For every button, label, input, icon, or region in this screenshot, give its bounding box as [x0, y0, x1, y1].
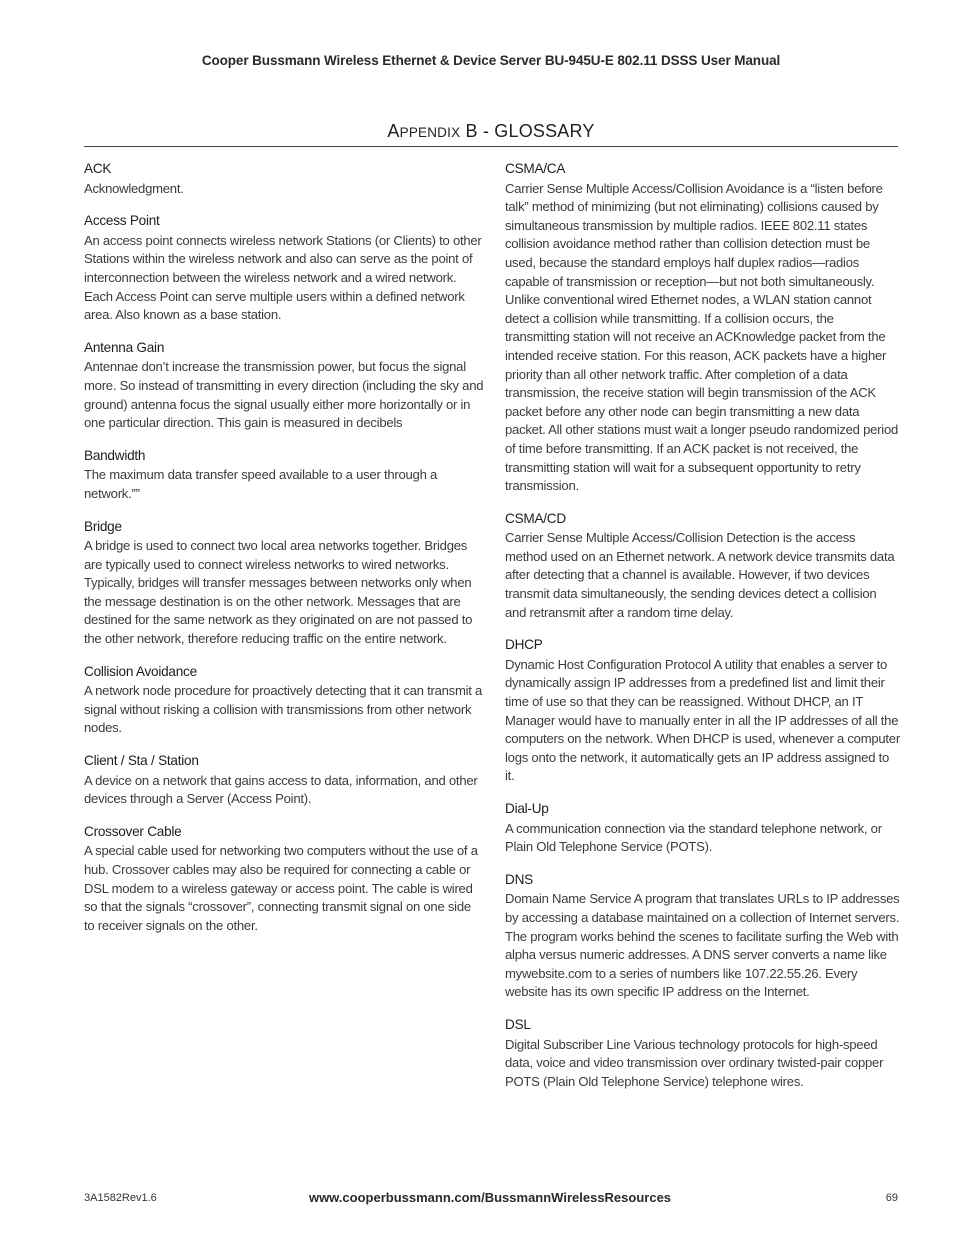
glossary-term: CSMA/CA	[505, 161, 566, 176]
glossary-term: DHCP	[505, 637, 543, 653]
glossary-definition: Dynamic Host Configuration Protocol A utility that enables a server to dynamically assign IP addresses from a predefined list and limit their time of use so that they can be reassigned. Without DHCP, an IT Manager would have to manually enter in all the IP addresses of all the computers on the network. When DHCP is used, whenever a computer logs onto the network, it automatically gets an IP address assigned to it.	[505, 656, 900, 784]
glossary-term: Crossover Cable	[84, 823, 182, 839]
glossary-definition: An access point connects wireless network Stations (or Clients) to other Stations within the wireless network and also can serve as the point of interconnection between the wireless network and a wired network. Each Access Point can serve multiple users within a defined network area. Also known as a base station.	[84, 232, 482, 323]
glossary-entry	[505, 160, 900, 496]
document-revision: 3A1582Rev1.6	[84, 1192, 157, 1204]
glossary-term: Bandwidth	[84, 447, 146, 463]
glossary-term: Client / Sta / Station	[84, 753, 199, 769]
glossary-term: DSL	[505, 1016, 531, 1032]
footer-url-link[interactable]: www.cooperbussmann.com/BussmannWirelessResources	[308, 1190, 672, 1205]
section-title-smallcaps: PPENDIX	[399, 125, 461, 140]
glossary-entry	[84, 160, 484, 198]
glossary-definition: A communication connection via the standard telephone network, or Plain Old Telephone Service (POTS).	[505, 820, 882, 855]
glossary-entry	[84, 823, 484, 936]
section-title	[84, 121, 898, 142]
section-title-rest: B - GLOSSARY	[460, 121, 595, 141]
glossary-entry	[84, 212, 484, 325]
title-divider	[84, 146, 898, 147]
glossary-definition: Domain Name Service A program that translates URLs to IP addresses by accessing a database maintained on a collection of Internet servers. The program works behind the scenes to facilitate surfing the Web with alpha versus numeric addresses. A DNS server converts a name like mywebsite.com to a series of numbers like 107.22.55.26. Every website has its own specific IP address on the Internet.	[505, 891, 900, 1000]
glossary-entry	[505, 1016, 900, 1091]
glossary-term: Collision Avoidance	[84, 663, 197, 679]
glossary-entry	[505, 871, 900, 1002]
glossary-entry	[84, 518, 484, 649]
glossary-definition: Carrier Sense Multiple Access/Collision Detection is the access method used on an Ethernet network. A network device transmits data after detecting that a channel is available. However, if two devices transmit data simultaneously, the sending devices detect a collision and retransmit after a random time delay.	[505, 530, 895, 620]
glossary-right-column	[505, 160, 900, 1105]
glossary-term: Bridge	[84, 518, 122, 534]
glossary-definition: A network node procedure for proactively detecting that it can transmit a signal without risking a collision with transmissions from other network nodes.	[84, 683, 483, 736]
page-header: Cooper Bussmann Wireless Ethernet & Device Server BU-945U-E 802.11 DSSS User Manual	[201, 53, 781, 68]
glossary-term: Access Point	[84, 213, 160, 229]
glossary-term: Antenna Gain	[84, 339, 165, 355]
glossary-term: CSMA/CD	[505, 510, 566, 526]
glossary-definition: The maximum data transfer speed available to a user through a network.””	[84, 467, 438, 501]
glossary-definition: Acknowledgment.	[84, 180, 184, 196]
glossary-term: Dial-Up	[505, 801, 549, 816]
glossary-entry	[84, 339, 484, 433]
glossary-left-column	[84, 160, 484, 949]
glossary-entry	[84, 447, 484, 504]
glossary-definition: Antennae don’t increase the transmission power, but focus the signal more. So instead of transmitting in every direction (including the sky and ground) antenna focus the signal usually either more horizontally or in one particular direction. This gain is measured in decibels	[84, 359, 484, 431]
glossary-definition: Carrier Sense Multiple Access/Collision Avoidance is a “listen before talk” method of minimizing (but not eliminating) collisions caused by simultaneous transmission by multiple radios. IEEE 802.11 states collision avoidance method rather than collision detection must be used, because the standard employs half duplex radios—radios capable of transmission or reception—but not both simultaneously. Unlike conventional wired Ethernet nodes, a WLAN station cannot detect a collision while transmitting. If a collision occurs, the transmitting station will not receive an ACKnowledge packet from the intended receive station. For this reason, ACK packets have a higher priority than all other network traffic. After completion of a data transmission, the receive station will begin transmission of the ACK packet before any other node can begin transmitting a new data packet. All other stations must wait a longer pseudo randomized period of time before transmitting. If an ACK packet is not received, the transmitting station will wait for a subsequent opportunity to retry transmission.	[505, 180, 899, 494]
glossary-entry	[84, 752, 484, 809]
glossary-definition: A device on a network that gains access to data, information, and other devices through a Server (Access Point).	[84, 772, 478, 807]
section-title-initial: A	[387, 121, 400, 141]
glossary-definition: Digital Subscriber Line Various technology protocols for high-speed data, voice and video transmission over ordinary twisted-pair copper POTS (Plain Old Telephone Service) telephone wires.	[505, 1036, 884, 1089]
page-number: 69	[885, 1192, 898, 1204]
glossary-entry	[505, 510, 900, 623]
glossary-definition: A special cable used for networking two computers without the use of a hub. Crossover cables may also be required for connecting a cable or DSL modem to a wireless gateway or access point. The cable is wired so that the signals “crossover”, connecting transmit signal on one side to receiver signals on the other.	[84, 843, 478, 933]
glossary-definition: A bridge is used to connect two local area networks together. Bridges are typically used to connect wireless networks to wired networks. Typically, bridges will transfer messages between networks only when the message destination is on the other network. Messages that are destined for the same network as they originated on are not passed to the other network, therefore reducing traffic on the entire network.	[84, 538, 473, 647]
glossary-entry	[505, 636, 900, 786]
glossary-entry	[84, 663, 484, 738]
glossary-term: ACK	[84, 161, 112, 176]
glossary-term: DNS	[505, 871, 533, 887]
glossary-entry	[505, 800, 900, 857]
